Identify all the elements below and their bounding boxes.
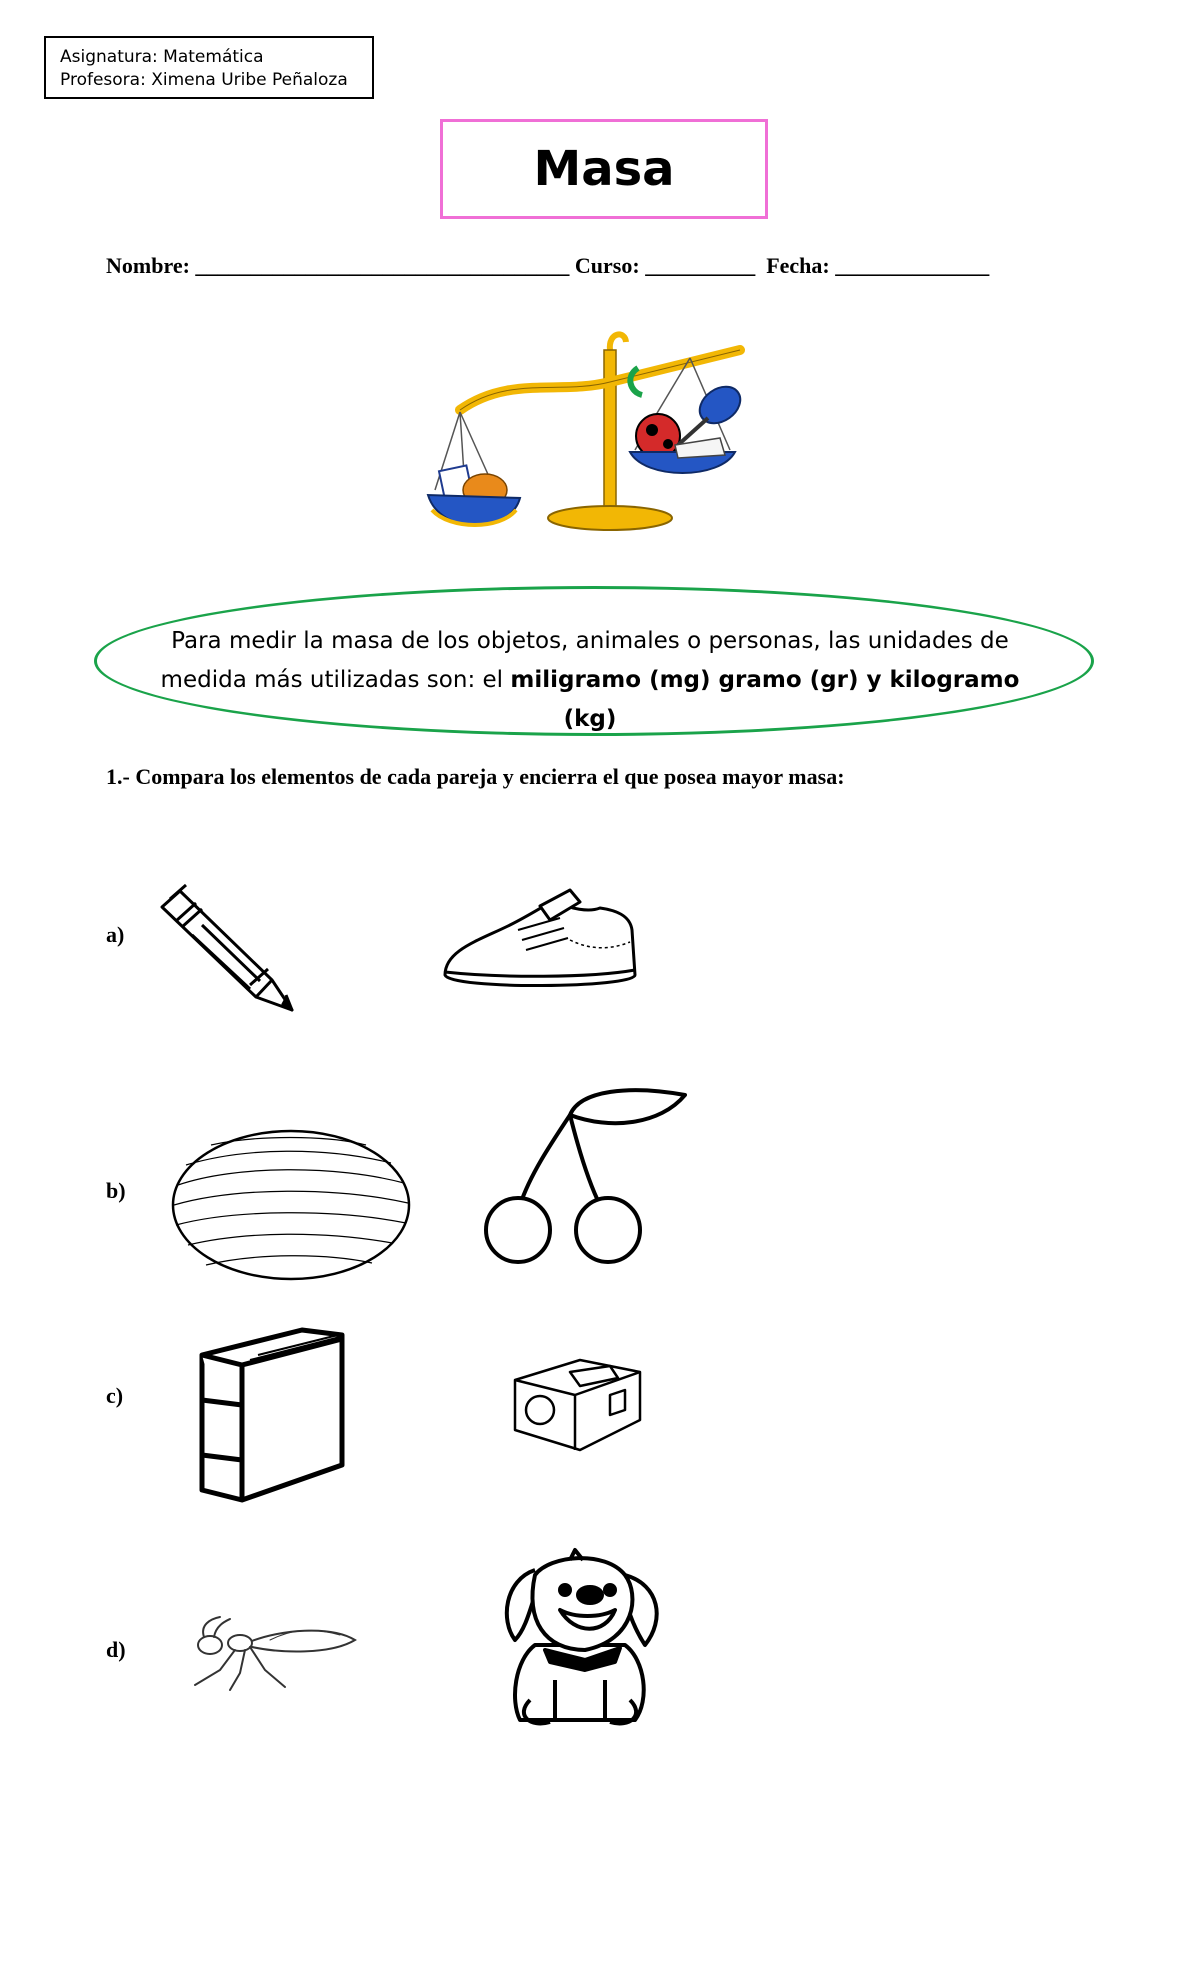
cherries-icon[interactable]	[470, 1085, 700, 1265]
dog-icon[interactable]	[495, 1550, 665, 1730]
name-blank[interactable]: __________________________________	[195, 253, 570, 278]
balance-scale-icon	[420, 320, 780, 550]
title-text: Masa	[533, 141, 675, 197]
name-label: Nombre:	[106, 253, 190, 278]
exercise-instruction: 1.- Compara los elementos de cada pareja y encierra el que posea mayor masa:	[106, 764, 845, 789]
pair-label-b: b)	[106, 1178, 126, 1203]
book-icon[interactable]	[192, 1325, 352, 1505]
subject-box	[44, 36, 374, 99]
date-blank[interactable]: ______________	[835, 253, 990, 278]
melon-icon[interactable]	[166, 1125, 416, 1285]
course-blank[interactable]: __________	[645, 253, 756, 278]
teacher-label: Profesora: Ximena Uribe Peñaloza	[60, 70, 348, 90]
page-title	[440, 119, 768, 219]
subject-label: Asignatura: Matemática	[60, 47, 264, 67]
info-text-units: miligramo (mg) gramo (gr) y kilogramo (kg)	[510, 667, 1020, 732]
info-text	[140, 622, 1040, 739]
pair-label-d: d)	[106, 1637, 126, 1662]
pair-label-c: c)	[106, 1383, 124, 1408]
sharpener-icon[interactable]	[510, 1350, 650, 1460]
student-info-line	[106, 253, 1106, 279]
course-label: Curso:	[574, 253, 640, 278]
ant-icon[interactable]	[190, 1615, 360, 1695]
pencil-icon[interactable]	[152, 885, 302, 1015]
pair-label-a: a)	[106, 922, 125, 947]
shoe-icon[interactable]	[440, 880, 640, 1000]
info-text-regular: Para medir la masa de los objetos, animales o personas, las unidades de medida más utilizadas son: el	[160, 628, 1009, 693]
date-label: Fecha:	[766, 253, 830, 278]
